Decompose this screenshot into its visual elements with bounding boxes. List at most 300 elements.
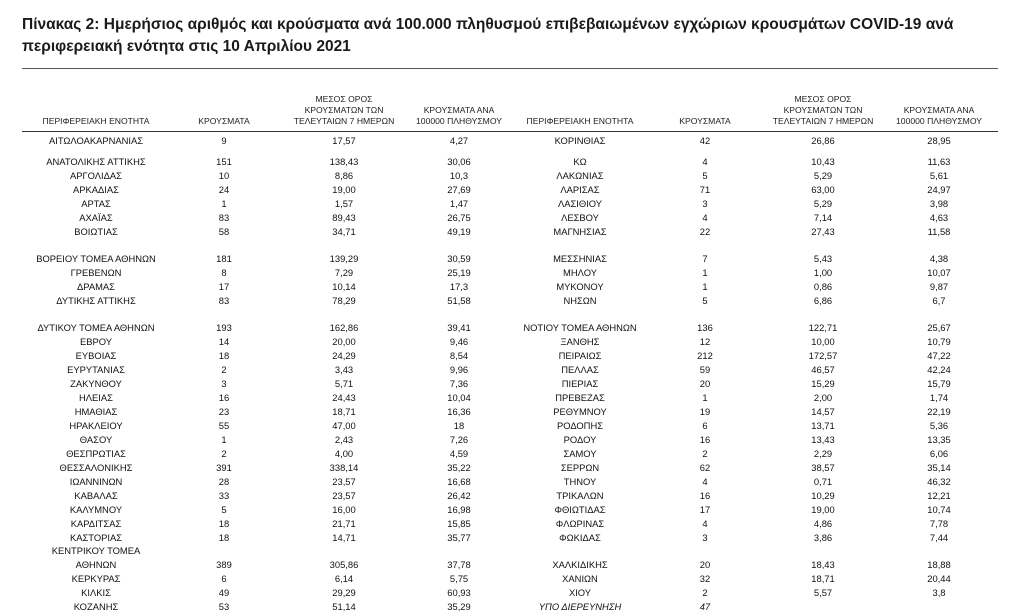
cell-avg: 10,43	[811, 156, 835, 167]
cell-cases: 181	[216, 253, 232, 264]
cell-region: ΑΡΚΑΔΙΑΣ	[73, 184, 119, 195]
cell-avg: 2,29	[813, 448, 833, 459]
cell-per100k: 9,87	[929, 281, 949, 292]
table-row	[0, 391, 1024, 405]
cell-cases: 18	[218, 532, 230, 543]
cell-avg: 4,86	[813, 518, 833, 529]
cell-region: ΛΕΣΒΟΥ	[561, 212, 599, 223]
cell-per100k: 28,95	[927, 135, 951, 146]
cell-region: ΘΑΣΟΥ	[79, 434, 113, 445]
cell-per100k: 26,75	[447, 212, 471, 223]
cell-region: ΝΟΤΙΟΥ ΤΟΜΕΑ ΑΘΗΝΩΝ	[523, 322, 637, 333]
header-per100k-line2: 100000 ΠΛΗΘΥΣΜΟΥ	[416, 115, 502, 126]
cell-avg: 338,14	[329, 462, 359, 473]
cell-avg: 24,43	[332, 392, 356, 403]
cell-avg: 3,86	[813, 532, 833, 543]
cell-avg: 89,43	[332, 212, 356, 223]
header-per100k-line2: 100000 ΠΛΗΘΥΣΜΟΥ	[896, 115, 982, 126]
cell-cases: 2	[221, 448, 227, 459]
cell-avg: 46,57	[811, 364, 835, 375]
header-avg-line3: ΤΕΛΕΥΤΑΙΩΝ 7 ΗΜΕΡΩΝ	[293, 115, 395, 126]
cell-avg: 1,00	[813, 267, 833, 278]
table-row	[0, 461, 1024, 475]
cell-region: ΛΑΚΩΝΙΑΣ	[556, 170, 604, 181]
cell-avg: 26,86	[811, 135, 835, 146]
cell-avg: 20,00	[332, 336, 356, 347]
table-row	[0, 419, 1024, 433]
cell-cases: 24	[218, 184, 230, 195]
cell-region: ΘΕΣΠΡΩΤΙΑΣ	[66, 448, 126, 459]
cell-region: ΖΑΚΥΝΘΟΥ	[70, 378, 122, 389]
table-row	[0, 586, 1024, 600]
cell-cases: 17	[218, 281, 230, 292]
cell-per100k: 11,63	[927, 156, 951, 167]
cell-cases: 22	[699, 226, 711, 237]
cell-region: ΚΑΣΤΟΡΙΑΣ	[69, 532, 123, 543]
cell-avg: 18,71	[811, 573, 835, 584]
header-avg-line1: ΜΕΣΟΣ ΟΡΟΣ	[794, 94, 852, 104]
table-row	[0, 544, 1024, 558]
cell-per100k: 37,78	[447, 559, 471, 570]
cell-cases: 391	[216, 462, 232, 473]
cell-avg: 21,71	[332, 518, 356, 529]
cell-avg: 8,86	[334, 170, 354, 181]
cell-avg: 4,00	[334, 448, 354, 459]
cell-avg: 6,14	[334, 573, 354, 584]
cell-region: ΛΑΡΙΣΑΣ	[560, 184, 600, 195]
cell-cases: 3	[702, 532, 708, 543]
cell-region: ΧΑΛΚΙΔΙΚΗΣ	[552, 559, 608, 570]
cell-region: ΤΡΙΚΑΛΩΝ	[556, 490, 604, 501]
table-row	[0, 447, 1024, 461]
cell-region: ΔΥΤΙΚΟΥ ΤΟΜΕΑ ΑΘΗΝΩΝ	[37, 322, 155, 333]
cell-cases: 4	[702, 476, 708, 487]
cell-region: ΜΗΛΟΥ	[563, 267, 597, 278]
cell-cases: 32	[699, 573, 711, 584]
cell-per100k: 39,41	[447, 322, 471, 333]
header-avg-line1: ΜΕΣΟΣ ΟΡΟΣ	[315, 94, 373, 104]
table-row	[0, 155, 1024, 169]
cell-region: ΤΗΝΟΥ	[563, 476, 597, 487]
cell-region: ΡΕΘΥΜΝΟΥ	[553, 406, 607, 417]
cell-cases: 4	[702, 156, 708, 167]
cell-cases: 16	[699, 490, 711, 501]
cell-cases: 17	[699, 504, 711, 515]
cell-avg: 5,29	[813, 170, 833, 181]
cell-per100k: 10,07	[927, 267, 951, 278]
cell-region: ΗΛΕΙΑΣ	[79, 392, 113, 403]
cell-avg: 16,00	[332, 504, 356, 515]
cell-avg: 10,14	[332, 281, 356, 292]
cell-cases: 20	[699, 559, 711, 570]
header-avg-line3: ΤΕΛΕΥΤΑΙΩΝ 7 ΗΜΕΡΩΝ	[772, 115, 874, 126]
cell-region: ΚΑΡΔΙΤΣΑΣ	[70, 518, 122, 529]
cell-per100k: 4,27	[449, 135, 469, 146]
cell-region: ΚΕΡΚΥΡΑΣ	[71, 573, 121, 584]
header-avg-right	[773, 94, 874, 126]
table-row	[0, 363, 1024, 377]
cell-per100k: 35,22	[447, 462, 471, 473]
cell-per100k: 10,79	[927, 336, 951, 347]
header-avg-left	[294, 94, 395, 126]
cell-per100k: 20,44	[927, 573, 951, 584]
cell-region: ΚΑΛΥΜΝΟΥ	[69, 504, 123, 515]
cell-region: ΜΥΚΟΝΟΥ	[556, 281, 604, 292]
cell-cases: 2	[702, 448, 708, 459]
cell-per100k: 49,19	[447, 226, 471, 237]
cell-avg: 38,57	[811, 462, 835, 473]
cell-cases: 16	[699, 434, 711, 445]
cell-cases: 14	[218, 336, 230, 347]
cell-per100k: 13,35	[927, 434, 951, 445]
cell-per100k: 7,36	[449, 378, 469, 389]
cell-avg: 5,71	[334, 378, 354, 389]
cell-per100k: 30,06	[447, 156, 471, 167]
cell-cases: 71	[699, 184, 711, 195]
cell-avg: 139,29	[329, 253, 359, 264]
table-row	[0, 405, 1024, 419]
cell-avg: 13,71	[811, 420, 835, 431]
cell-per100k: 46,32	[927, 476, 951, 487]
header-cases-right: ΚΡΟΥΣΜΑΤΑ	[679, 116, 731, 126]
table-row	[0, 475, 1024, 489]
table-row	[0, 321, 1024, 335]
table-row	[0, 572, 1024, 586]
cell-cases: 1	[221, 198, 227, 209]
cell-cases: 1	[702, 281, 708, 292]
cell-avg: 47,00	[332, 420, 356, 431]
cell-per100k: 24,97	[927, 184, 951, 195]
cell-per100k: 18	[453, 420, 465, 431]
cell-region: ΞΑΝΘΗΣ	[560, 336, 600, 347]
cell-cases: 58	[218, 226, 230, 237]
cell-per100k: 42,24	[927, 364, 951, 375]
cell-per100k: 3,8	[932, 587, 946, 598]
cell-region: ΠΕΛΛΑΣ	[561, 364, 599, 375]
table-row	[0, 489, 1024, 503]
cell-cases: 18	[218, 350, 230, 361]
cell-cases: 83	[218, 212, 230, 223]
cell-per100k: 5,36	[929, 420, 949, 431]
cell-region: ΒΟΙΩΤΙΑΣ	[74, 226, 118, 237]
cell-region: ΡΟΔΟΥ	[563, 434, 597, 445]
table-row	[0, 517, 1024, 531]
cell-region: ΑΝΑΤΟΛΙΚΗΣ ΑΤΤΙΚΗΣ	[46, 156, 146, 167]
cell-cases: 2	[702, 587, 708, 598]
cell-avg: 5,43	[813, 253, 833, 264]
table-row	[0, 294, 1024, 308]
cell-cases: 1	[221, 434, 227, 445]
cell-cases: 8	[221, 267, 227, 278]
cell-region: ΚΩ	[573, 156, 587, 167]
cell-cases: 151	[216, 156, 232, 167]
cell-avg: 19,00	[811, 504, 835, 515]
cell-region: ΝΗΣΩΝ	[563, 295, 597, 306]
cell-per100k: 47,22	[927, 350, 951, 361]
cell-avg: 23,57	[332, 476, 356, 487]
cell-cases: 4	[702, 212, 708, 223]
header-rule	[22, 131, 998, 132]
table-row	[0, 280, 1024, 294]
cell-per100k: 60,93	[447, 587, 471, 598]
cell-region: ΑΘΗΝΩΝ	[75, 559, 117, 570]
table-row	[0, 433, 1024, 447]
cell-region: ΑΡΤΑΣ	[81, 198, 111, 209]
cell-cases: 193	[216, 322, 232, 333]
cell-per100k: 1,74	[929, 392, 949, 403]
cell-per100k: 35,14	[927, 462, 951, 473]
cell-per100k: 15,85	[447, 518, 471, 529]
cell-region: ΜΕΣΣΗΝΙΑΣ	[553, 253, 607, 264]
cell-region: ΚΟΖΑΝΗΣ	[73, 601, 119, 612]
cell-region: ΔΡΑΜΑΣ	[77, 281, 115, 292]
cell-avg: 10,00	[811, 336, 835, 347]
header-per100k-left	[416, 105, 502, 127]
cell-cases: 20	[699, 378, 711, 389]
cell-avg: 2,00	[813, 392, 833, 403]
cell-region: ΚΙΛΚΙΣ	[81, 587, 111, 598]
table-row	[0, 134, 1024, 148]
cell-avg: 14,71	[332, 532, 356, 543]
header-region-right: ΠΕΡΙΦΕΡΕΙΑΚΗ ΕΝΟΤΗΤΑ	[526, 116, 634, 126]
cell-cases: 9	[221, 135, 227, 146]
cell-per100k: 17,3	[449, 281, 469, 292]
cell-region: ΜΑΓΝΗΣΙΑΣ	[553, 226, 607, 237]
cell-region: ΣΕΡΡΩΝ	[560, 462, 600, 473]
cell-cases: 49	[218, 587, 230, 598]
table-row	[0, 503, 1024, 517]
cell-region: ΦΩΚΙΔΑΣ	[559, 532, 601, 543]
cell-per100k: 6,06	[929, 448, 949, 459]
cell-cases: 4	[702, 518, 708, 529]
cell-region: ΔΥΤΙΚΗΣ ΑΤΤΙΚΗΣ	[56, 295, 136, 306]
cell-region: ΠΡΕΒΕΖΑΣ	[555, 392, 605, 403]
cell-per100k: 10,04	[447, 392, 471, 403]
table-row	[0, 335, 1024, 349]
cell-avg: 1,57	[334, 198, 354, 209]
cell-per100k: 25,19	[447, 267, 471, 278]
cell-region: ΛΑΣΙΘΙΟΥ	[557, 198, 603, 209]
cell-per100k: 30,59	[447, 253, 471, 264]
cell-cases: 28	[218, 476, 230, 487]
cell-avg: 5,29	[813, 198, 833, 209]
cell-avg: 3,43	[334, 364, 354, 375]
cell-region: ΠΕΙΡΑΙΩΣ	[558, 350, 602, 361]
table-row	[0, 169, 1024, 183]
cell-cases: 62	[699, 462, 711, 473]
cell-per100k: 16,36	[447, 406, 471, 417]
cell-per100k: 4,38	[929, 253, 949, 264]
table-row	[0, 349, 1024, 363]
header-avg-line2: ΚΡΟΥΣΜΑΤΩΝ ΤΩΝ	[783, 104, 863, 115]
cell-avg: 27,43	[811, 226, 835, 237]
cell-per100k: 10,74	[927, 504, 951, 515]
cell-cases: 6	[702, 420, 708, 431]
title-rule	[22, 68, 998, 69]
cell-cases: 212	[697, 350, 713, 361]
cell-avg: 23,57	[332, 490, 356, 501]
cell-region: ΑΡΓΟΛΙΔΑΣ	[70, 170, 122, 181]
cell-avg: 18,43	[811, 559, 835, 570]
cell-per100k: 9,46	[449, 336, 469, 347]
cell-cases: 23	[218, 406, 230, 417]
cell-avg: 14,57	[811, 406, 835, 417]
table-row	[0, 531, 1024, 545]
cell-avg: 18,71	[332, 406, 356, 417]
table-row	[0, 377, 1024, 391]
cell-per100k: 8,54	[449, 350, 469, 361]
cell-per100k: 4,59	[449, 448, 469, 459]
cell-per100k: 7,44	[929, 532, 949, 543]
cell-region: ΑΙΤΩΛΟΑΚΑΡΝΑΝΙΑΣ	[48, 135, 144, 146]
cell-avg: 5,57	[813, 587, 833, 598]
cell-region: ΣΑΜΟΥ	[563, 448, 597, 459]
cell-avg: 29,29	[332, 587, 356, 598]
cell-per100k: 16,68	[447, 476, 471, 487]
cell-region: ΙΩΑΝΝΙΝΩΝ	[69, 476, 123, 487]
cell-avg: 34,71	[332, 226, 356, 237]
cell-cases: 5	[702, 295, 708, 306]
cell-per100k: 9,96	[449, 364, 469, 375]
cell-region: ΕΥΒΟΙΑΣ	[75, 350, 117, 361]
cell-per100k: 1,47	[449, 198, 469, 209]
cell-avg: 122,71	[808, 322, 838, 333]
cell-avg: 13,43	[811, 434, 835, 445]
header-per100k-right	[896, 105, 982, 127]
table-row	[0, 183, 1024, 197]
cell-region: ΗΜΑΘΙΑΣ	[74, 406, 118, 417]
cell-cases: 389	[216, 559, 232, 570]
cell-region: ΦΛΩΡΙΝΑΣ	[555, 518, 605, 529]
cell-avg: 24,29	[332, 350, 356, 361]
header-cases-left: ΚΡΟΥΣΜΑΤΑ	[198, 116, 250, 126]
cell-avg: 0,86	[813, 281, 833, 292]
table-title: Πίνακας 2: Ημερήσιος αριθμός και κρούσματα ανά 100.000 πληθυσμού επιβεβαιωμένων εγχώριων κρουσμάτων COVID-19 ανά περιφερειακή ενότητα στις 10 Απριλίου 2021	[22, 16, 954, 55]
cell-per100k: 27,69	[447, 184, 471, 195]
cell-cases: 1	[702, 267, 708, 278]
cell-avg: 15,29	[811, 378, 835, 389]
cell-region: ΗΡΑΚΛΕΙΟΥ	[69, 420, 123, 431]
cell-avg: 6,86	[813, 295, 833, 306]
cell-per100k: 5,61	[929, 170, 949, 181]
cell-cases: 59	[699, 364, 711, 375]
cell-per100k: 35,29	[447, 601, 471, 612]
cell-per100k: 6,7	[932, 295, 946, 306]
cell-per100k: 12,21	[927, 490, 951, 501]
cell-avg: 305,86	[329, 559, 359, 570]
cell-region: ΕΒΡΟΥ	[79, 336, 113, 347]
cell-region: ΒΟΡΕΙΟΥ ΤΟΜΕΑ ΑΘΗΝΩΝ	[36, 253, 156, 264]
cell-cases: 16	[218, 392, 230, 403]
cell-avg: 138,43	[329, 156, 359, 167]
cell-per100k: 35,77	[447, 532, 471, 543]
table-row	[0, 197, 1024, 211]
cell-per100k: 5,75	[449, 573, 469, 584]
cell-region: ΧΑΝΙΩΝ	[562, 573, 598, 584]
cell-region: ΘΕΣΣΑΛΟΝΙΚΗΣ	[59, 462, 133, 473]
table-row	[0, 211, 1024, 225]
cell-region: ΚΕΝΤΡΙΚΟΥ ΤΟΜΕΑ	[51, 545, 141, 556]
cell-per100k: 16,98	[447, 504, 471, 515]
cell-per100k: 7,78	[929, 518, 949, 529]
cell-avg: 7,14	[813, 212, 833, 223]
cell-cases: 1	[702, 392, 708, 403]
cell-per100k: 15,79	[927, 378, 951, 389]
cell-per100k: 3,98	[929, 198, 949, 209]
header-per100k-line1: ΚΡΟΥΣΜΑΤΑ ΑΝΑ	[903, 105, 975, 115]
cell-cases: 7	[702, 253, 708, 264]
table-row	[0, 600, 1024, 614]
cell-per100k: 25,67	[927, 322, 951, 333]
cell-region: ΥΠΟ ΔΙΕΡΕΥΝΗΣΗ	[538, 601, 622, 612]
cell-cases: 53	[218, 601, 230, 612]
cell-region: ΠΙΕΡΙΑΣ	[561, 378, 599, 389]
cell-per100k: 22,19	[927, 406, 951, 417]
cell-region: ΑΧΑΪΑΣ	[79, 212, 113, 223]
cell-cases: 83	[218, 295, 230, 306]
cell-avg: 17,57	[332, 135, 356, 146]
cell-avg: 19,00	[332, 184, 356, 195]
cell-avg: 78,29	[332, 295, 356, 306]
table-row	[0, 252, 1024, 266]
cell-per100k: 18,88	[927, 559, 951, 570]
cell-cases: 136	[697, 322, 713, 333]
cell-region: ΕΥΡΥΤΑΝΙΑΣ	[67, 364, 125, 375]
cell-region: ΡΟΔΟΠΗΣ	[556, 420, 604, 431]
table-row	[0, 558, 1024, 572]
cell-region: ΦΘΙΩΤΙΔΑΣ	[554, 504, 606, 515]
cell-cases: 3	[702, 198, 708, 209]
cell-cases: 6	[221, 573, 227, 584]
cell-per100k: 51,58	[447, 295, 471, 306]
cell-cases: 18	[218, 518, 230, 529]
cell-avg: 162,86	[329, 322, 359, 333]
cell-avg: 63,00	[811, 184, 835, 195]
cell-per100k: 4,63	[929, 212, 949, 223]
cell-region: ΧΙΟΥ	[568, 587, 592, 598]
cell-region: ΚΟΡΙΝΘΙΑΣ	[554, 135, 606, 146]
cell-cases: 3	[221, 378, 227, 389]
table-row	[0, 266, 1024, 280]
cell-per100k: 11,58	[927, 226, 951, 237]
cell-avg: 7,29	[334, 267, 354, 278]
header-per100k-line1: ΚΡΟΥΣΜΑΤΑ ΑΝΑ	[423, 105, 495, 115]
cell-cases: 55	[218, 420, 230, 431]
cell-cases: 5	[221, 504, 227, 515]
cell-cases: 42	[699, 135, 711, 146]
cell-per100k: 26,42	[447, 490, 471, 501]
cell-avg: 10,29	[811, 490, 835, 501]
cell-cases: 2	[221, 364, 227, 375]
cell-avg: 2,43	[334, 434, 354, 445]
cell-cases: 19	[699, 406, 711, 417]
cell-region: ΚΑΒΑΛΑΣ	[74, 490, 118, 501]
cell-per100k: 7,26	[449, 434, 469, 445]
header-avg-line2: ΚΡΟΥΣΜΑΤΩΝ ΤΩΝ	[304, 104, 384, 115]
cell-avg: 172,57	[808, 350, 838, 361]
cell-cases: 5	[702, 170, 708, 181]
cell-cases: 10	[218, 170, 230, 181]
cell-cases: 33	[218, 490, 230, 501]
table-row	[0, 225, 1024, 239]
cell-avg: 0,71	[813, 476, 833, 487]
cell-cases: 47	[699, 601, 711, 612]
cell-per100k: 10,3	[449, 170, 469, 181]
header-region-left: ΠΕΡΙΦΕΡΕΙΑΚΗ ΕΝΟΤΗΤΑ	[42, 116, 150, 126]
cell-region: ΓΡΕΒΕΝΩΝ	[70, 267, 122, 278]
cell-cases: 12	[699, 336, 711, 347]
cell-avg: 51,14	[332, 601, 356, 612]
